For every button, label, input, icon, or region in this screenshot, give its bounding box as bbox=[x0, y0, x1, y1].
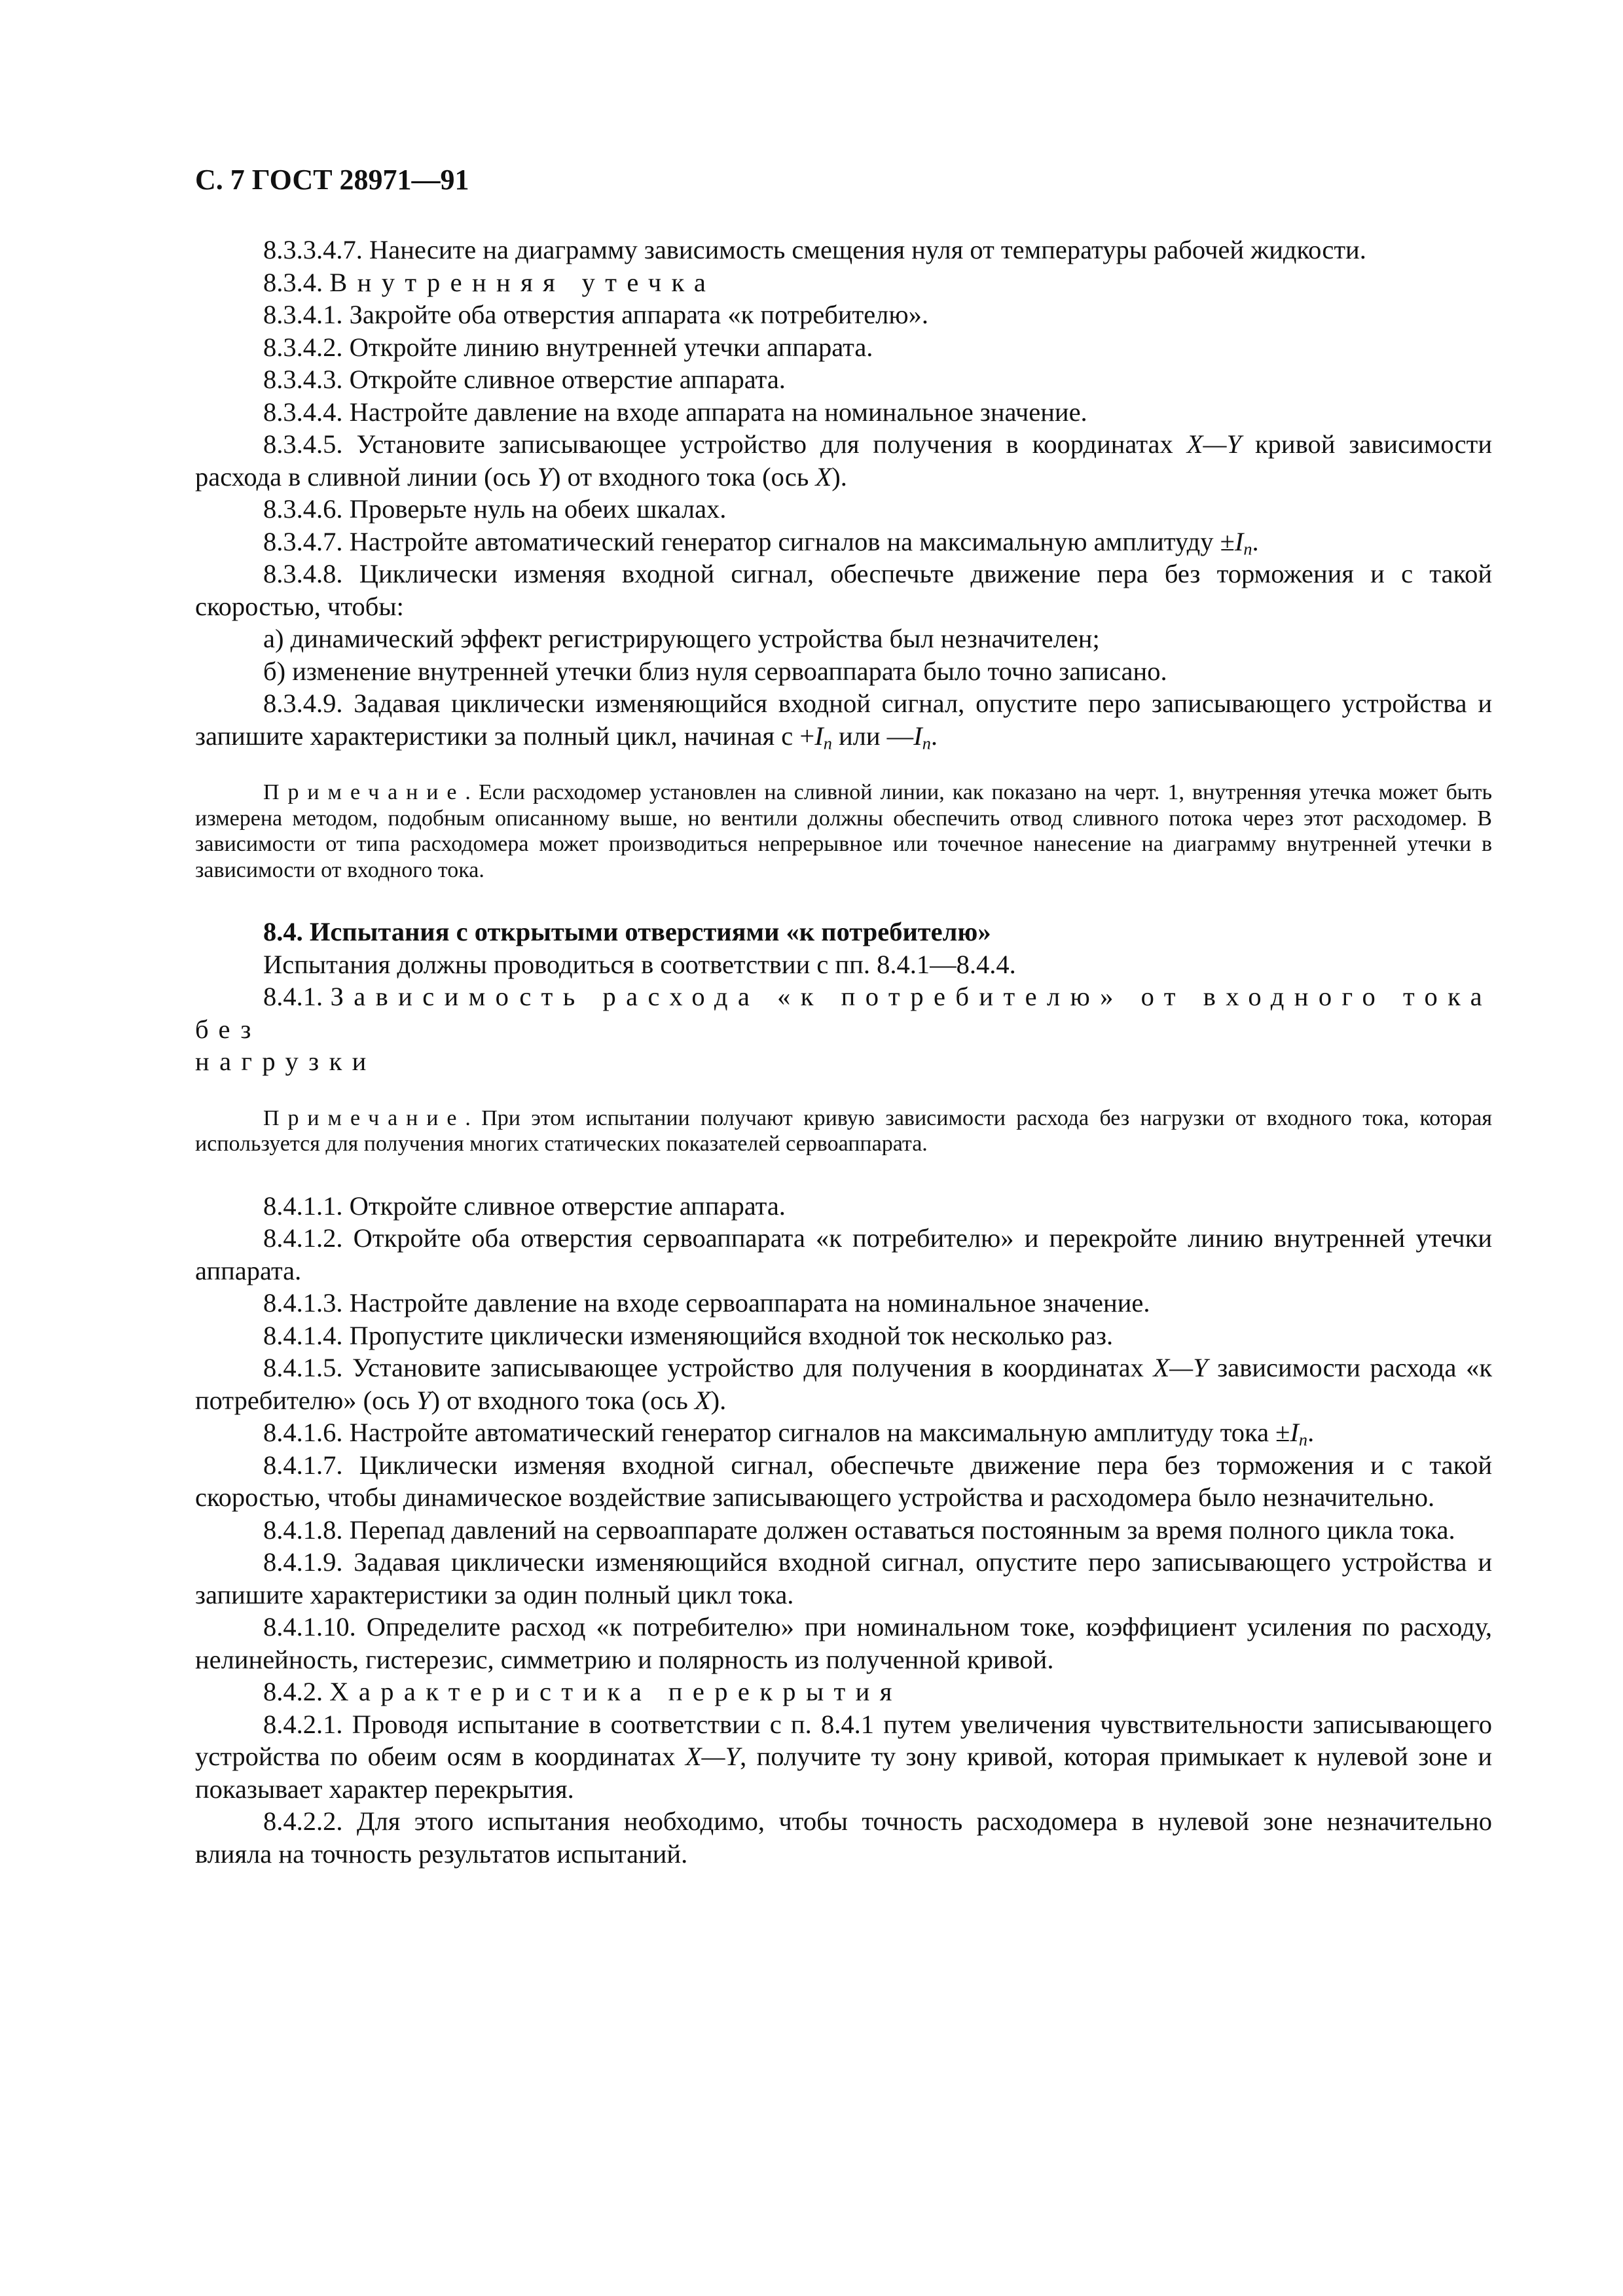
paragraph-8-3-4-6: 8.3.4.6. Проверьте нуль на обеих шкалах. bbox=[263, 494, 727, 524]
paragraph-8-3-4-1: 8.3.4.1. Закройте оба отверстия аппарата «к потребителю». bbox=[263, 300, 929, 329]
text-run: , получите ту зону кривой, которая примыкает к нулевой зоне и показывает характер перекрытия. bbox=[195, 1742, 1493, 1804]
text-run: 8.3.4.7. Настройте автоматический генератор сигналов на максимальную амплитуду ± bbox=[263, 526, 1235, 556]
text-run: ) от входного тока (ось bbox=[431, 1385, 695, 1415]
paragraph-8-4-intro: Испытания должны проводиться в соответствии с пп. 8.4.1—8.4.4. bbox=[263, 949, 1016, 979]
section-title: Внутренняя утечка bbox=[329, 267, 716, 297]
section-title-cont: нагрузки bbox=[195, 1047, 376, 1076]
note-label: Примечание bbox=[263, 780, 465, 804]
text-run: 8.4.2.1. Проводя испытание в соответствии с п. 8.4.1 путем увеличения чувствительности записывающего устройства по обеим осям в координатах bbox=[195, 1709, 1492, 1771]
paragraph-8-3-4-7 bbox=[195, 526, 1492, 558]
note-block-1 bbox=[195, 780, 1492, 883]
section-number: 8.4.1. bbox=[263, 982, 331, 1011]
italic-run: I bbox=[1234, 526, 1244, 556]
paragraph-8-3-4-8: 8.3.4.8. Циклически изменяя входной сигнал, обеспечьте движение пера без торможения и с такой скоростью, чтобы: bbox=[195, 559, 1492, 621]
note-label: Примечание bbox=[263, 1105, 465, 1130]
paragraph-8-3-3-4-7: 8.3.3.4.7. Нанесите на диаграмму зависимость смещения нуля от температуры рабочей жидкости. bbox=[263, 235, 1366, 264]
paragraph-8-4-1-2: 8.4.1.2. Откройте оба отверстия сервоаппарата «к потребителю» и перекройте линию внутренней утечки аппарата. bbox=[195, 1223, 1492, 1285]
section-heading-8-4: 8.4. Испытания с открытыми отверстиями «к потребителю» bbox=[263, 917, 991, 946]
note-1 bbox=[195, 780, 1492, 883]
note-text: . При этом испытании получают кривую зависимости расхода без нагрузки от входного тока, которая используется для получения многих статических показателей сервоаппарата. bbox=[195, 1105, 1492, 1156]
section-heading-8-4-2 bbox=[195, 1676, 1492, 1708]
text-run: 8.3.4.9. Задавая циклически изменяющийся входной сигнал, опустите перо записывающего устройства и запишите характеристики за полный цикл, начиная с + bbox=[195, 689, 1492, 751]
italic-run: Y bbox=[537, 461, 552, 492]
subscript-run: n bbox=[922, 734, 931, 753]
paragraph-8-4-2-2: 8.4.2.2. Для этого испытания необходимо, чтобы точность расходомера в нулевой зоне незначительно влияла на точность результатов испытаний. bbox=[195, 1806, 1492, 1869]
paragraph-8-4-1-7: 8.4.1.7. Циклически изменяя входной сигнал, обеспечьте движение пера без торможения и с такой скоростью, чтобы динамическое воздействие записывающего устройства и расходомера было незначительно. bbox=[195, 1450, 1492, 1512]
paragraph-8-3-4-4: 8.3.4.4. Настройте давление на входе аппарата на номинальное значение. bbox=[263, 397, 1087, 427]
paragraph-8-4-1-8: 8.4.1.8. Перепад давлений на сервоаппарате должен оставаться постоянным за время полного цикла тока. bbox=[263, 1515, 1455, 1545]
text-run: ). bbox=[831, 461, 847, 492]
paragraph-8-4-2-1 bbox=[195, 1708, 1492, 1806]
italic-run: Y bbox=[416, 1385, 431, 1415]
paragraph-8-4-1-6 bbox=[195, 1416, 1492, 1449]
italic-run: I bbox=[1290, 1418, 1299, 1447]
text-run: или — bbox=[831, 721, 914, 751]
text-run: . bbox=[1252, 526, 1259, 556]
paragraph-8-4-1-5 bbox=[195, 1352, 1492, 1416]
text-run: . bbox=[1307, 1418, 1315, 1447]
italic-run: X bbox=[815, 461, 832, 492]
section-title: Характеристика перекрытия bbox=[329, 1677, 902, 1706]
italic-run: X—Y bbox=[685, 1742, 740, 1771]
subscript-run: n bbox=[1243, 539, 1252, 559]
italic-run: X—Y bbox=[1153, 1353, 1208, 1382]
page-header: С. 7 ГОСТ 28971—91 bbox=[195, 164, 469, 196]
list-item-a: а) динамический эффект регистрирующего устройства был незначителен; bbox=[263, 624, 1100, 653]
text-run: 8.4.1.5. Установите записывающее устройство для получения в координатах bbox=[263, 1353, 1154, 1382]
note-2 bbox=[195, 1105, 1492, 1157]
paragraph-8-4-1-1: 8.4.1.1. Откройте сливное отверстие аппарата. bbox=[263, 1191, 786, 1221]
paragraph-8-4-1-4: 8.4.1.4. Пропустите циклически изменяющийся входной ток несколько раз. bbox=[263, 1320, 1114, 1350]
italic-run: I bbox=[814, 721, 824, 751]
subscript-run: n bbox=[823, 734, 832, 753]
italic-run: X bbox=[694, 1385, 711, 1415]
text-run: . bbox=[930, 721, 938, 751]
list-item-b: б) изменение внутренней утечки близ нуля сервоаппарата было точно записано. bbox=[263, 656, 1167, 686]
italic-run: I bbox=[913, 721, 922, 751]
subscript-run: n bbox=[1298, 1430, 1308, 1450]
text-run: ). bbox=[710, 1385, 727, 1415]
text-run: зависимости расхода «к потребителю» (ось bbox=[195, 1353, 1492, 1415]
text-run: ) от входного тока (ось bbox=[552, 461, 816, 492]
section-heading-8-3-4 bbox=[195, 266, 1492, 299]
text-run: 8.4.1.6. Настройте автоматический генератор сигналов на максимальную амплитуду тока ± bbox=[263, 1418, 1290, 1447]
paragraph-8-4-1-3: 8.4.1.3. Настройте давление на входе сервоаппарата на номинальное значение. bbox=[263, 1288, 1150, 1318]
note-block-2 bbox=[195, 1105, 1492, 1157]
paragraph-8-4-1-9: 8.4.1.9. Задавая циклически изменяющийся входной сигнал, опустите перо записывающего устройства и запишите характеристики за один полный цикл тока. bbox=[195, 1547, 1492, 1609]
text-run: кривой зависимости расхода в сливной линии (ось bbox=[195, 429, 1492, 492]
paragraph-8-3-4-2: 8.3.4.2. Откройте линию внутренней утечки аппарата. bbox=[263, 332, 873, 362]
note-text: . Если расходомер установлен на сливной линии, как показано на черт. 1, внутренняя утечка может быть измерена методом, подобным описанному выше, но вентили должны обеспечить отвод сливного потока через этот расходомер. В зависимости от типа расходомера может производиться непрерывное или точечное нанесение на диаграмму внутренней утечки в зависимости от входного тока. bbox=[195, 780, 1492, 882]
section-number: 8.3.4. bbox=[263, 267, 330, 297]
section-title: Зависимость расхода «к потребителю» от входного тока без bbox=[195, 982, 1493, 1044]
section-heading-8-4-1-cont bbox=[195, 1045, 1492, 1078]
paragraph-8-4-1-10: 8.4.1.10. Определите расход «к потребителю» при номинальном токе, коэффициент усиления по расходу, нелинейность, гистерезис, симметрию и полярность из полученной кривой. bbox=[195, 1612, 1492, 1674]
paragraph-8-3-4-3: 8.3.4.3. Откройте сливное отверстие аппарата. bbox=[263, 365, 786, 394]
paragraph-8-3-4-5 bbox=[195, 428, 1492, 493]
section-number: 8.4.2. bbox=[263, 1677, 330, 1706]
paragraph-8-3-4-9 bbox=[195, 687, 1492, 752]
text-run: 8.3.4.5. Установите записывающее устройство для получения в координатах bbox=[263, 429, 1187, 459]
section-heading-8-4-1 bbox=[195, 980, 1492, 1045]
italic-run: X—Y bbox=[1186, 429, 1242, 459]
